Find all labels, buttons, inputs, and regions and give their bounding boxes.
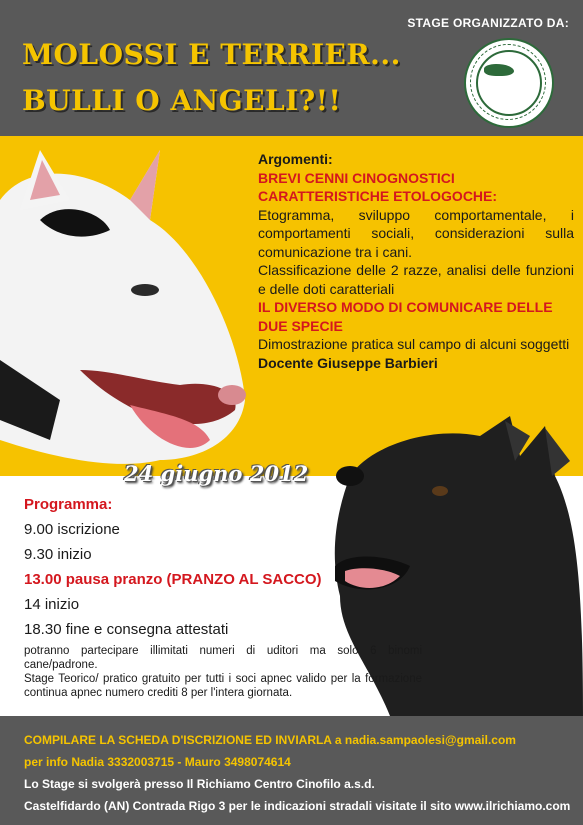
program-item: 9.30 inizio	[24, 546, 92, 563]
program-item-lunch: 13.00 pausa pranzo (PRANZO AL SACCO)	[24, 571, 322, 588]
organizer-label: STAGE ORGANIZZATO DA:	[407, 16, 569, 30]
bull-terrier-image	[0, 140, 260, 480]
topics-paragraph-1: Etogramma, sviluppo comportamentale, i comportamenti sociali, considerazioni sulla comunicazione tra i cani.	[258, 206, 574, 260]
footer-address: Castelfidardo (AN) Contrada Rigo 3 per le indicazioni stradali visitate il sito www.ilrichiamo.com	[24, 799, 571, 813]
footer-info-contacts: per info Nadia 3332003715 - Mauro 3498074614	[24, 755, 291, 769]
teacher-name: Docente Giuseppe Barbieri	[258, 354, 438, 371]
program-item: 18.30 fine e consegna attestati	[24, 621, 229, 638]
title-line-1: MOLOSSI E TERRIER...	[22, 38, 401, 71]
program-item: 14 inizio	[24, 596, 80, 613]
topics-subheading-2: CARATTERISTICHE ETOLOGOCHE:	[258, 188, 498, 204]
topics-paragraph-2: Classificazione delle 2 razze, analisi delle funzioni e delle doti caratteriali	[258, 262, 574, 297]
topics-block	[258, 150, 574, 372]
program-block	[24, 492, 322, 642]
topics-subheading-3: IL DIVERSO MODO DI COMUNICARE DELLE DUE SPECIE	[258, 299, 553, 334]
title-line-2: BULLI O ANGELI?!!	[22, 84, 342, 117]
program-item: 9.00 iscrizione	[24, 521, 120, 538]
footer-location: Lo Stage si svolgerà presso Il Richiamo Centro Cinofilo a.s.d.	[24, 777, 375, 791]
insca-logo	[464, 38, 554, 128]
footer-registration: COMPILARE LA SCHEDA D'ISCRIZIONE ED INVIARLA a nadia.sampaolesi@gmail.com	[24, 733, 516, 747]
notes-block	[24, 644, 422, 700]
greyhound-icon	[484, 64, 514, 76]
event-date: 24 giugno 2012	[124, 461, 309, 486]
topics-paragraph-3: Dimostrazione pratica sul campo di alcuni soggetti	[258, 336, 570, 352]
topics-subheading-1: BREVI CENNI CINOGNOSTICI	[258, 169, 455, 186]
program-heading: Programma:	[24, 496, 113, 513]
note-credits: Stage Teorico/ pratico gratuito per tutti i soci apnec valido per la formazione continua apnec numero crediti 8 per l'intera giornata.	[24, 673, 422, 699]
topics-heading: Argomenti:	[258, 151, 333, 167]
note-participants: potranno partecipare illimitati numeri di uditori ma solo 6 binomi cane/padrone.	[24, 645, 422, 671]
